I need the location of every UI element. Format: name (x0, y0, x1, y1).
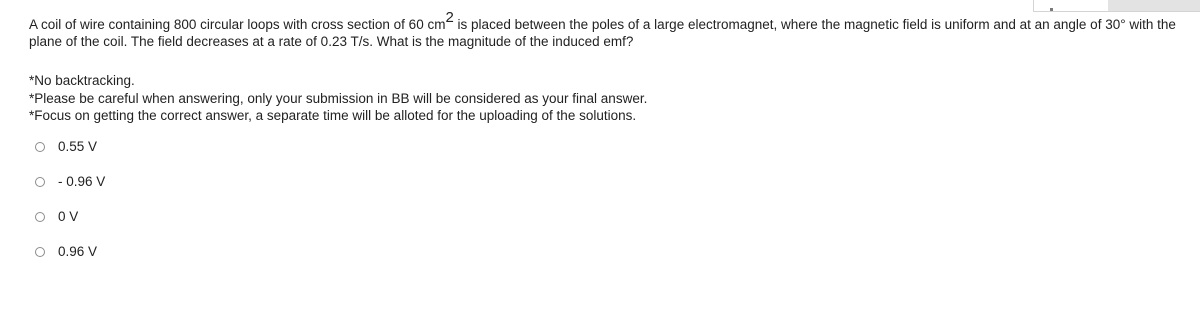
panel-tab (1108, 0, 1200, 11)
answer-options (35, 138, 105, 278)
panel-tick-mark (1050, 8, 1053, 11)
answer-option-label[interactable]: - 0.96 V (58, 174, 106, 189)
answer-option-1[interactable] (35, 138, 105, 155)
answer-option-4[interactable] (35, 243, 105, 260)
radio-button[interactable] (35, 247, 45, 257)
answer-option-label[interactable]: 0 V (58, 209, 79, 224)
radio-button[interactable] (35, 142, 45, 152)
answer-option-3[interactable] (35, 208, 105, 225)
question-text (29, 8, 1189, 50)
note-no-backtracking: *No backtracking. (29, 73, 135, 88)
question-superscript: 2 (445, 8, 454, 26)
radio-button[interactable] (35, 177, 45, 187)
answer-option-label[interactable]: 0.55 V (58, 139, 98, 154)
answer-option-label[interactable]: 0.96 V (58, 244, 98, 259)
question-text-part2: is placed between the poles of a large electromagnet, where the magnetic field is uniform and at an angle of 30° with the plane of the coil. The field decreases at a rate of 0.23 T/s. What is the magnitude of the induced emf? (29, 17, 1176, 49)
note-focus-correct-answer: *Focus on getting the correct answer, a separate time will be alloted for the uploading of the solutions. (29, 108, 637, 123)
top-right-panel-edge (1033, 0, 1200, 12)
radio-button[interactable] (35, 212, 45, 222)
answer-option-2[interactable] (35, 173, 105, 190)
note-careful-answering: *Please be careful when answering, only your submission in BB will be considered as your final answer. (29, 90, 648, 106)
instructions (29, 72, 647, 125)
question-text-part1: A coil of wire containing 800 circular loops with cross section of 60 cm (29, 17, 446, 32)
